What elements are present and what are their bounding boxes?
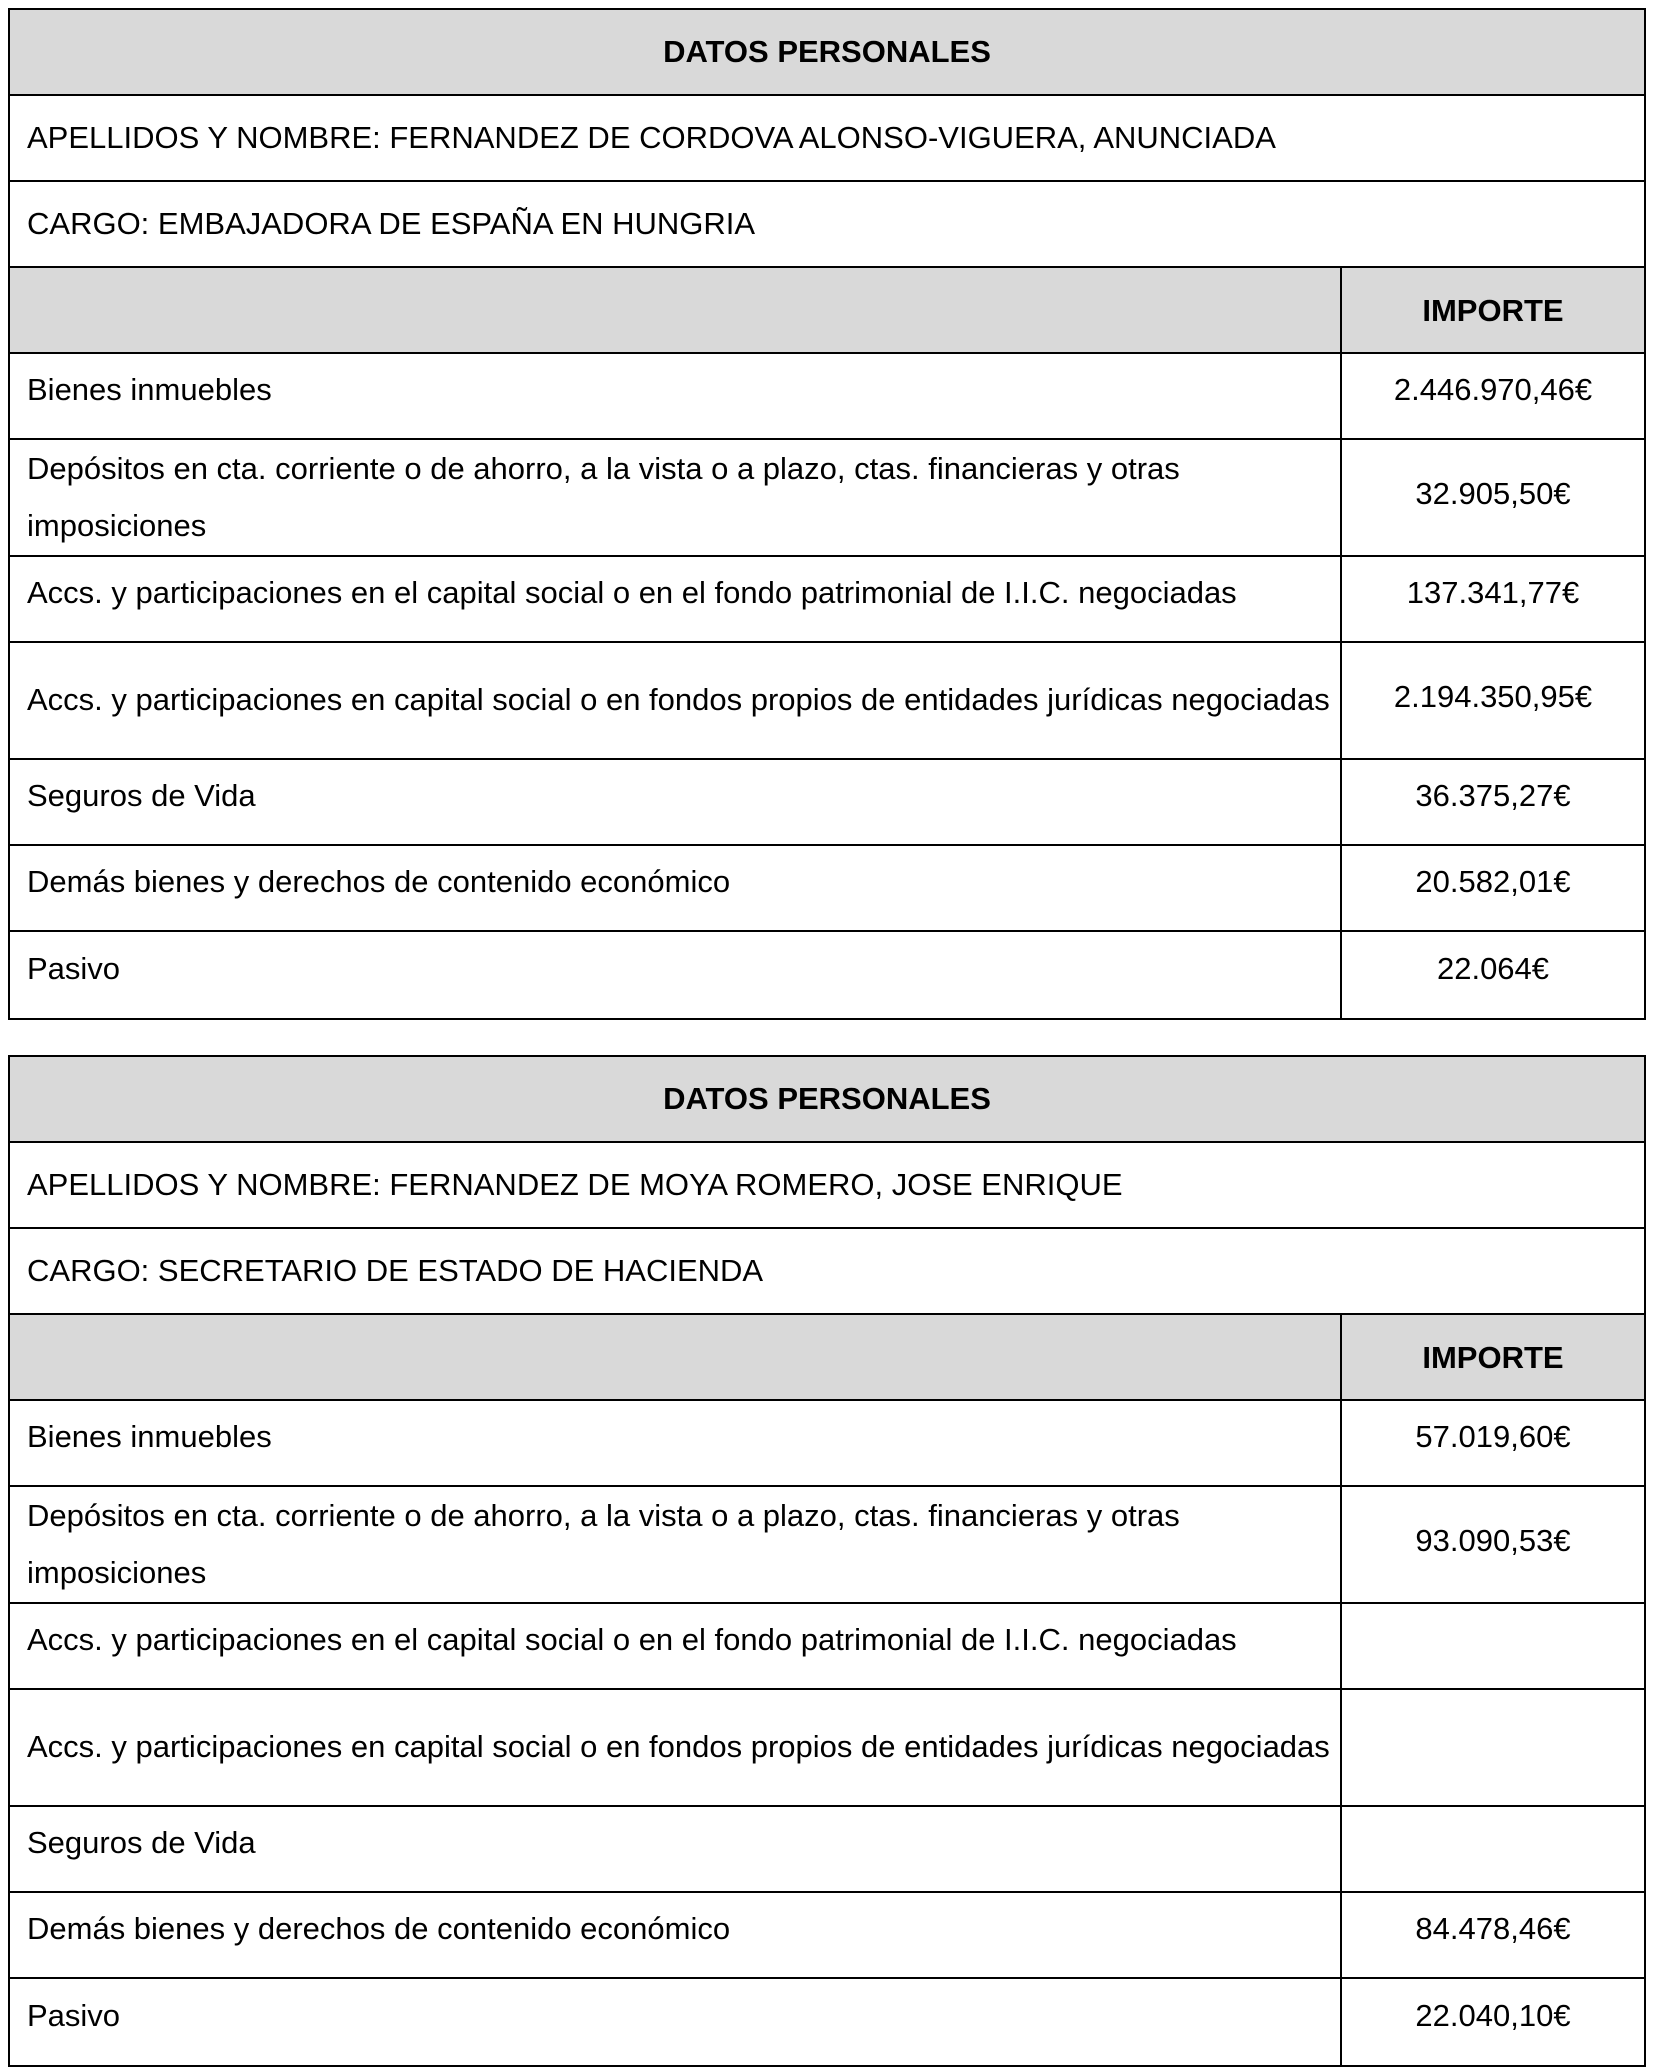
item-value-cell [1342, 1487, 1644, 1602]
item-value-cell [1342, 1893, 1644, 1977]
item-label: Bienes inmuebles [27, 1418, 272, 1454]
item-label-cell [10, 760, 1342, 844]
item-value: 2.194.350,95€ [1393, 679, 1593, 714]
name-line: APELLIDOS Y NOMBRE: FERNANDEZ DE MOYA ROMERO, JOSE ENRIQUE [27, 1167, 1123, 1202]
table-row [10, 1487, 1644, 1604]
item-value: 20.582,01€ [1415, 863, 1571, 899]
section-header-label: DATOS PERSONALES [663, 34, 991, 69]
item-label: Seguros de Vida [27, 1824, 256, 1860]
table-row [10, 760, 1644, 846]
name-row [10, 1143, 1644, 1229]
item-value-cell [1342, 1401, 1644, 1485]
section-header-label: DATOS PERSONALES [663, 1081, 991, 1116]
item-label-cell [10, 1979, 1342, 2065]
column-header-row [10, 268, 1644, 354]
item-label: Demás bienes y derechos de contenido económico [27, 1910, 731, 1946]
table-row [10, 1690, 1644, 1807]
item-value-cell [1342, 1604, 1644, 1688]
item-value: 84.478,46€ [1415, 1910, 1571, 1946]
column-header-importe: IMPORTE [1342, 268, 1644, 352]
section-header [10, 10, 1644, 96]
cargo-row [10, 182, 1644, 268]
item-value: 22.064€ [1436, 950, 1550, 986]
table-row [10, 1893, 1644, 1979]
item-value: 93.090,53€ [1415, 1523, 1571, 1558]
table-row [10, 354, 1644, 440]
item-label: Bienes inmuebles [27, 371, 272, 407]
item-label: Accs. y participaciones en el capital social o en el fondo patrimonial de I.I.C. negociadas [27, 1621, 1237, 1657]
table-row [10, 846, 1644, 932]
cargo-line: CARGO: SECRETARIO DE ESTADO DE HACIENDA [27, 1253, 764, 1288]
item-label-cell [10, 643, 1342, 758]
item-label: Accs. y participaciones en el capital social o en el fondo patrimonial de I.I.C. negociadas [27, 574, 1237, 610]
name-line: APELLIDOS Y NOMBRE: FERNANDEZ DE CORDOVA ALONSO-VIGUERA, ANUNCIADA [27, 120, 1276, 155]
item-label: Pasivo [27, 950, 121, 986]
column-header-blank [10, 1315, 1342, 1399]
table-row [10, 440, 1644, 557]
column-header-importe: IMPORTE [1342, 1315, 1644, 1399]
item-label: Depósitos en cta. corriente o de ahorro, a la vista o a plazo, ctas. financieras y otras imposiciones [27, 1497, 1180, 1590]
column-header-blank [10, 268, 1342, 352]
item-value-cell [1342, 1807, 1644, 1891]
item-value: 2.446.970,46€ [1393, 371, 1593, 407]
item-label-cell [10, 1401, 1342, 1485]
item-label-cell [10, 1893, 1342, 1977]
item-value: 57.019,60€ [1415, 1418, 1571, 1454]
item-value: 32.905,50€ [1415, 476, 1571, 511]
item-value-cell [1342, 643, 1644, 758]
item-value: 137.341,77€ [1406, 574, 1580, 610]
item-label-cell [10, 440, 1342, 555]
table-row [10, 557, 1644, 643]
section-header [10, 1057, 1644, 1143]
item-value-cell [1342, 354, 1644, 438]
item-label-cell [10, 932, 1342, 1018]
item-label: Accs. y participaciones en capital social o en fondos propios de entidades jurídicas negociadas [27, 682, 1330, 717]
item-value-cell [1342, 932, 1644, 1018]
column-header-row [10, 1315, 1644, 1401]
cargo-row [10, 1229, 1644, 1315]
item-value-cell [1342, 440, 1644, 555]
item-label: Demás bienes y derechos de contenido económico [27, 863, 731, 899]
item-label-cell [10, 354, 1342, 438]
table-row [10, 1604, 1644, 1690]
table-row [10, 1979, 1644, 2065]
item-label-cell [10, 1807, 1342, 1891]
asset-declaration-table [8, 8, 1646, 1020]
item-value-cell [1342, 1690, 1644, 1805]
table-row [10, 643, 1644, 760]
table-row [10, 1401, 1644, 1487]
item-value: 36.375,27€ [1415, 777, 1571, 813]
item-label: Pasivo [27, 1997, 121, 2033]
cargo-line: CARGO: EMBAJADORA DE ESPAÑA EN HUNGRIA [27, 206, 756, 241]
item-label-cell [10, 846, 1342, 930]
item-value-cell [1342, 557, 1644, 641]
item-label: Accs. y participaciones en capital social o en fondos propios de entidades jurídicas negociadas [27, 1729, 1330, 1764]
item-label-cell [10, 557, 1342, 641]
item-value-cell [1342, 760, 1644, 844]
name-row [10, 96, 1644, 182]
item-label-cell [10, 1487, 1342, 1602]
item-value: 22.040,10€ [1415, 1997, 1571, 2033]
item-label: Depósitos en cta. corriente o de ahorro, a la vista o a plazo, ctas. financieras y otras imposiciones [27, 450, 1180, 543]
table-row [10, 1807, 1644, 1893]
item-value-cell [1342, 1979, 1644, 2065]
table-row [10, 932, 1644, 1018]
item-label-cell [10, 1604, 1342, 1688]
asset-declaration-table [8, 1055, 1646, 2067]
item-label: Seguros de Vida [27, 777, 256, 813]
item-value-cell [1342, 846, 1644, 930]
item-label-cell [10, 1690, 1342, 1805]
